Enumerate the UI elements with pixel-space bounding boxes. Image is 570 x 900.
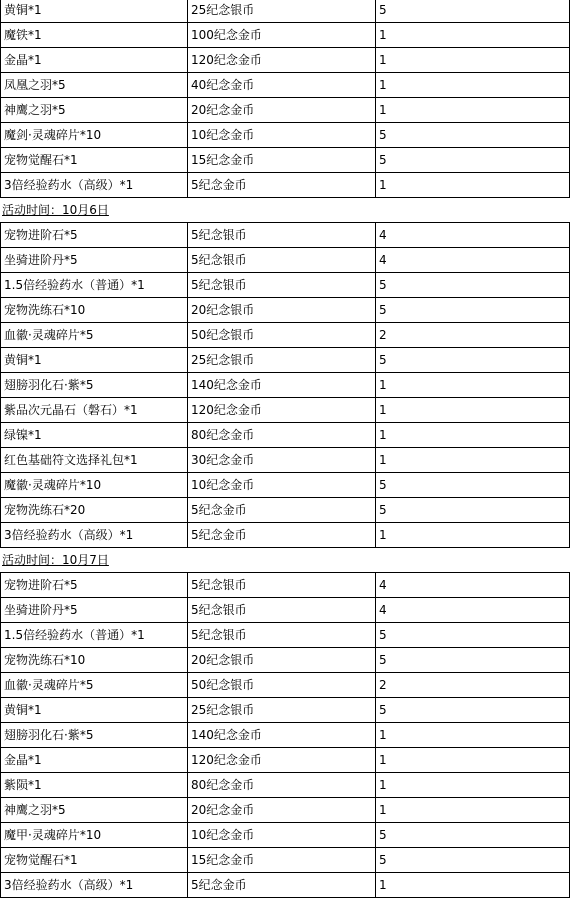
item-name-cell: 3倍经验药水（高级）*1 xyxy=(1,173,188,198)
table-row xyxy=(1,148,570,173)
item-name-cell: 黄铜*1 xyxy=(1,0,188,23)
table-row xyxy=(1,473,570,498)
price-cell: 25纪念银币 xyxy=(188,348,376,373)
item-name-cell: 宠物进阶石*5 xyxy=(1,573,188,598)
limit-cell: 1 xyxy=(376,73,570,98)
table-row xyxy=(1,573,570,598)
activity-time-header xyxy=(0,198,570,222)
price-cell: 5纪念银币 xyxy=(188,623,376,648)
item-name-cell: 宠物觉醒石*1 xyxy=(1,148,188,173)
price-cell: 15纪念金币 xyxy=(188,148,376,173)
limit-cell: 5 xyxy=(376,473,570,498)
limit-cell: 1 xyxy=(376,398,570,423)
item-name-cell: 魔徽·灵魂碎片*10 xyxy=(1,473,188,498)
limit-cell: 1 xyxy=(376,723,570,748)
item-name-cell: 血徽·灵魂碎片*5 xyxy=(1,323,188,348)
limit-cell: 5 xyxy=(376,498,570,523)
table-row xyxy=(1,523,570,548)
item-name-cell: 红色基础符文选择礼包*1 xyxy=(1,448,188,473)
limit-cell: 1 xyxy=(376,98,570,123)
item-name-cell: 宠物觉醒石*1 xyxy=(1,848,188,873)
item-name-cell: 黄铜*1 xyxy=(1,348,188,373)
item-name-cell: 魔甲·灵魂碎片*10 xyxy=(1,823,188,848)
price-cell: 20纪念金币 xyxy=(188,798,376,823)
item-name-cell: 黄铜*1 xyxy=(1,698,188,723)
limit-cell: 1 xyxy=(376,748,570,773)
table-row xyxy=(1,648,570,673)
item-name-cell: 1.5倍经验药水（普通）*1 xyxy=(1,273,188,298)
table-row xyxy=(1,348,570,373)
table-row xyxy=(1,73,570,98)
price-cell: 140纪念金币 xyxy=(188,723,376,748)
table-row xyxy=(1,223,570,248)
price-cell: 5纪念金币 xyxy=(188,173,376,198)
price-cell: 40纪念金币 xyxy=(188,73,376,98)
price-cell: 15纪念金币 xyxy=(188,848,376,873)
price-cell: 5纪念银币 xyxy=(188,223,376,248)
table-row xyxy=(1,48,570,73)
limit-cell: 4 xyxy=(376,248,570,273)
item-name-cell: 宠物洗练石*20 xyxy=(1,498,188,523)
limit-cell: 1 xyxy=(376,23,570,48)
limit-cell: 1 xyxy=(376,373,570,398)
item-name-cell: 宠物洗练石*10 xyxy=(1,298,188,323)
exchange-table xyxy=(0,222,570,548)
item-name-cell: 翅膀羽化石·紫*5 xyxy=(1,373,188,398)
price-cell: 5纪念金币 xyxy=(188,873,376,898)
limit-cell: 1 xyxy=(376,773,570,798)
limit-cell: 5 xyxy=(376,348,570,373)
table-row xyxy=(1,23,570,48)
limit-cell: 1 xyxy=(376,448,570,473)
item-name-cell: 金晶*1 xyxy=(1,48,188,73)
price-cell: 10纪念金币 xyxy=(188,123,376,148)
item-name-cell: 金晶*1 xyxy=(1,748,188,773)
table-row xyxy=(1,373,570,398)
limit-cell: 5 xyxy=(376,148,570,173)
table-row xyxy=(1,748,570,773)
table-row xyxy=(1,0,570,23)
table-row xyxy=(1,273,570,298)
limit-cell: 5 xyxy=(376,0,570,23)
item-name-cell: 紫陨*1 xyxy=(1,773,188,798)
price-cell: 10纪念金币 xyxy=(188,823,376,848)
limit-cell: 5 xyxy=(376,123,570,148)
limit-cell: 1 xyxy=(376,48,570,73)
price-cell: 25纪念银币 xyxy=(188,698,376,723)
table-row xyxy=(1,673,570,698)
limit-cell: 1 xyxy=(376,798,570,823)
price-cell: 50纪念银币 xyxy=(188,673,376,698)
table-row xyxy=(1,773,570,798)
table-row xyxy=(1,623,570,648)
price-cell: 80纪念金币 xyxy=(188,423,376,448)
table-row xyxy=(1,798,570,823)
limit-cell: 5 xyxy=(376,648,570,673)
limit-cell: 1 xyxy=(376,173,570,198)
table-row xyxy=(1,123,570,148)
limit-cell: 5 xyxy=(376,623,570,648)
price-cell: 20纪念金币 xyxy=(188,98,376,123)
limit-cell: 2 xyxy=(376,673,570,698)
price-cell: 80纪念金币 xyxy=(188,773,376,798)
item-name-cell: 3倍经验药水（高级）*1 xyxy=(1,523,188,548)
table-row xyxy=(1,173,570,198)
limit-cell: 5 xyxy=(376,848,570,873)
table-row xyxy=(1,723,570,748)
table-row xyxy=(1,448,570,473)
item-name-cell: 紫品次元晶石（磐石）*1 xyxy=(1,398,188,423)
price-cell: 10纪念金币 xyxy=(188,473,376,498)
price-cell: 20纪念银币 xyxy=(188,298,376,323)
price-cell: 5纪念银币 xyxy=(188,573,376,598)
price-cell: 5纪念银币 xyxy=(188,273,376,298)
table-row xyxy=(1,248,570,273)
price-cell: 5纪念银币 xyxy=(188,598,376,623)
item-name-cell: 坐骑进阶丹*5 xyxy=(1,248,188,273)
table-row xyxy=(1,323,570,348)
activity-time-label: 活动时间：10月7日 xyxy=(2,553,109,567)
item-name-cell: 魔剑·灵魂碎片*10 xyxy=(1,123,188,148)
price-cell: 25纪念银币 xyxy=(188,0,376,23)
price-cell: 120纪念金币 xyxy=(188,398,376,423)
activity-time-label: 活动时间：10月6日 xyxy=(2,203,109,217)
limit-cell: 4 xyxy=(376,573,570,598)
price-cell: 50纪念银币 xyxy=(188,323,376,348)
price-cell: 120纪念金币 xyxy=(188,748,376,773)
limit-cell: 1 xyxy=(376,873,570,898)
table-row xyxy=(1,98,570,123)
limit-cell: 4 xyxy=(376,223,570,248)
table-row xyxy=(1,398,570,423)
price-cell: 120纪念金币 xyxy=(188,48,376,73)
item-name-cell: 魔铁*1 xyxy=(1,23,188,48)
item-name-cell: 宠物洗练石*10 xyxy=(1,648,188,673)
table-row xyxy=(1,298,570,323)
table-row xyxy=(1,823,570,848)
price-cell: 20纪念银币 xyxy=(188,648,376,673)
table-row xyxy=(1,698,570,723)
item-name-cell: 1.5倍经验药水（普通）*1 xyxy=(1,623,188,648)
price-cell: 5纪念金币 xyxy=(188,498,376,523)
table-row xyxy=(1,848,570,873)
limit-cell: 1 xyxy=(376,523,570,548)
limit-cell: 5 xyxy=(376,273,570,298)
limit-cell: 5 xyxy=(376,823,570,848)
item-name-cell: 凤凰之羽*5 xyxy=(1,73,188,98)
price-cell: 5纪念银币 xyxy=(188,248,376,273)
exchange-table xyxy=(0,572,570,898)
limit-cell: 5 xyxy=(376,298,570,323)
item-name-cell: 血徽·灵魂碎片*5 xyxy=(1,673,188,698)
limit-cell: 1 xyxy=(376,423,570,448)
exchange-table xyxy=(0,0,570,198)
table-row xyxy=(1,498,570,523)
item-name-cell: 坐骑进阶丹*5 xyxy=(1,598,188,623)
item-name-cell: 神鹰之羽*5 xyxy=(1,98,188,123)
item-name-cell: 翅膀羽化石·紫*5 xyxy=(1,723,188,748)
item-name-cell: 3倍经验药水（高级）*1 xyxy=(1,873,188,898)
price-cell: 140纪念金币 xyxy=(188,373,376,398)
limit-cell: 2 xyxy=(376,323,570,348)
limit-cell: 4 xyxy=(376,598,570,623)
price-cell: 30纪念金币 xyxy=(188,448,376,473)
item-name-cell: 神鹰之羽*5 xyxy=(1,798,188,823)
item-name-cell: 绿镍*1 xyxy=(1,423,188,448)
price-cell: 5纪念金币 xyxy=(188,523,376,548)
activity-time-header xyxy=(0,548,570,572)
table-row xyxy=(1,598,570,623)
item-name-cell: 宠物进阶石*5 xyxy=(1,223,188,248)
price-cell: 100纪念金币 xyxy=(188,23,376,48)
table-row xyxy=(1,873,570,898)
table-row xyxy=(1,423,570,448)
limit-cell: 5 xyxy=(376,698,570,723)
